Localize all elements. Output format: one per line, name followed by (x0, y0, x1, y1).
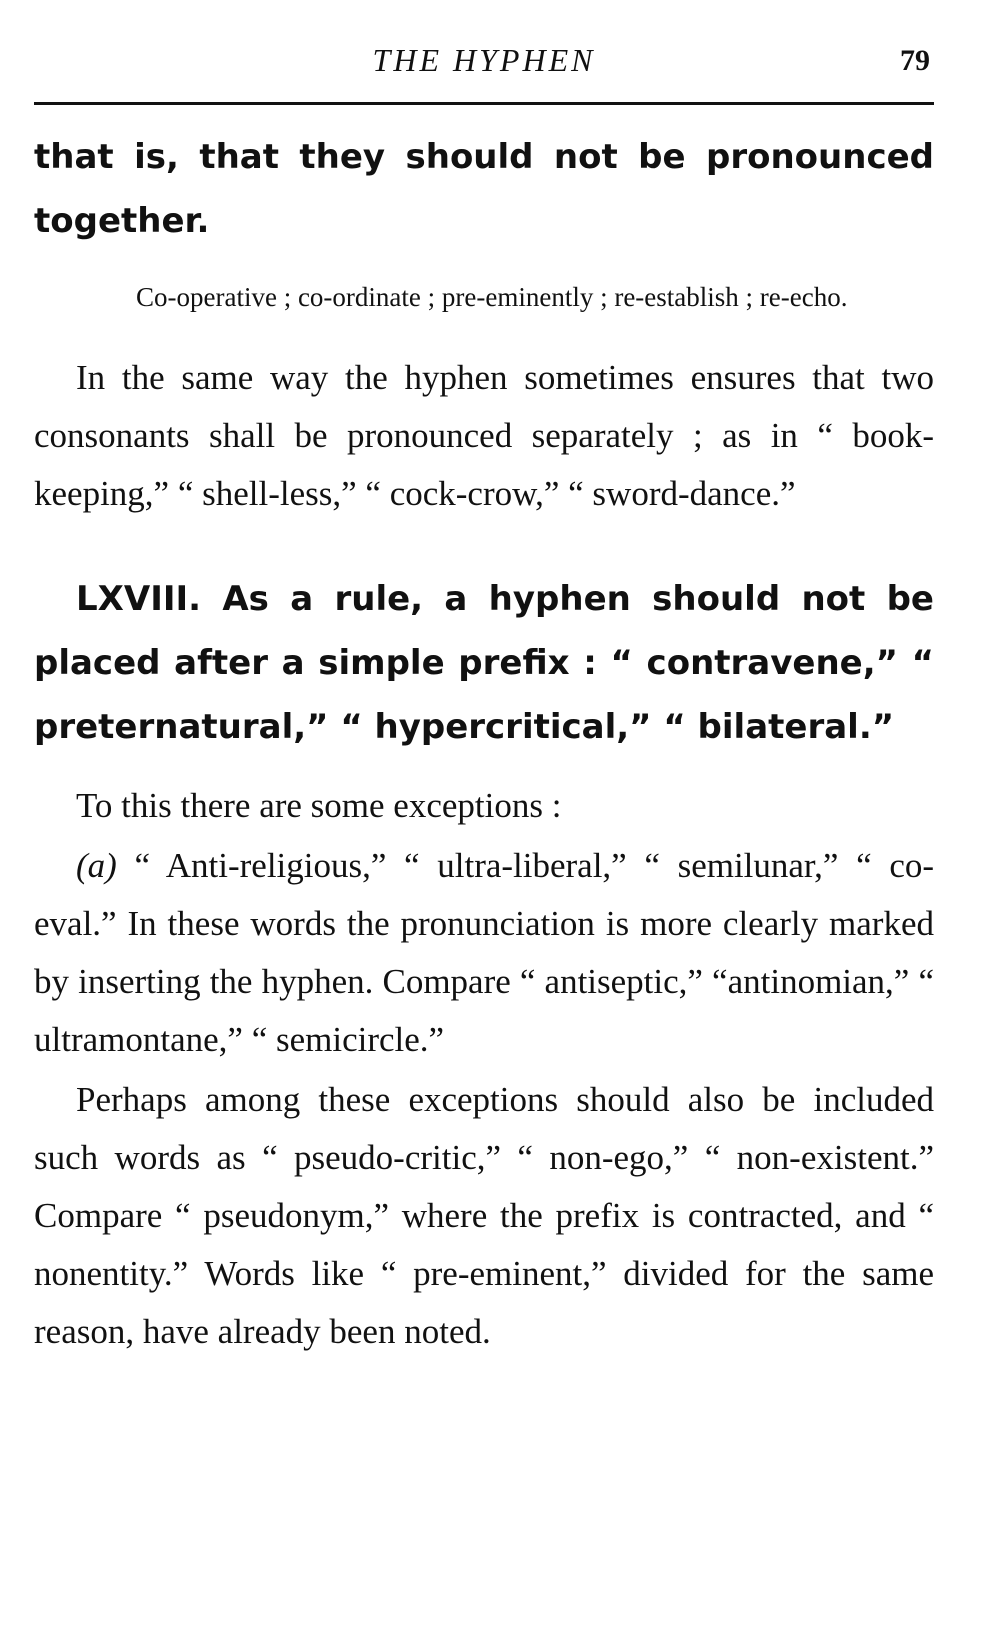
rule-lxviii-paragraph: LXVIII. As a rule, a hyphen should not be placed after a simple prefix : “ contravene,” “ preternatural,” “ hypercritical,” “ bilateral.” (34, 579, 934, 747)
exceptions-intro: To this there are some exceptions : (76, 786, 562, 825)
exception-a-marker: (a) (76, 846, 117, 885)
consonants-paragraph: In the same way the hyphen sometimes ensures that two consonants shall be pronounced separately ; as in “ book-keeping,” “ shell-less,” “ cock-crow,” “ sword-dance.” (34, 358, 934, 513)
page-number: 79 (900, 44, 930, 77)
running-head: THE HYPHEN (372, 42, 596, 78)
continuation-paragraph: that is, that they should not be pronounced together. (34, 137, 934, 241)
exception-a-text: “ Anti-religious,” “ ultra-liberal,” “ semilunar,” “ co-eval.” In these words the pronunciation is more clearly marked by inserting the hyphen. Compare “ antiseptic,” “antinomian,” “ ultramontane,” “ semicircle.” (34, 846, 935, 1059)
perhaps-paragraph: Perhaps among these exceptions should also be included such words as “ pseudo-critic,” “ non-ego,” “ non-existent.” Compare “ pseudonym,” where the prefix is contracted, and “ nonentity.” Words like “ pre-eminent,” divided for the same reason, have already been noted. (34, 1080, 934, 1351)
exception-a-paragraph (34, 837, 934, 1069)
page-header (34, 36, 934, 105)
examples-list: Co-operative ; co-ordinate ; pre-eminently ; re-establish ; re-echo. (136, 282, 848, 312)
book-page (34, 36, 934, 1361)
